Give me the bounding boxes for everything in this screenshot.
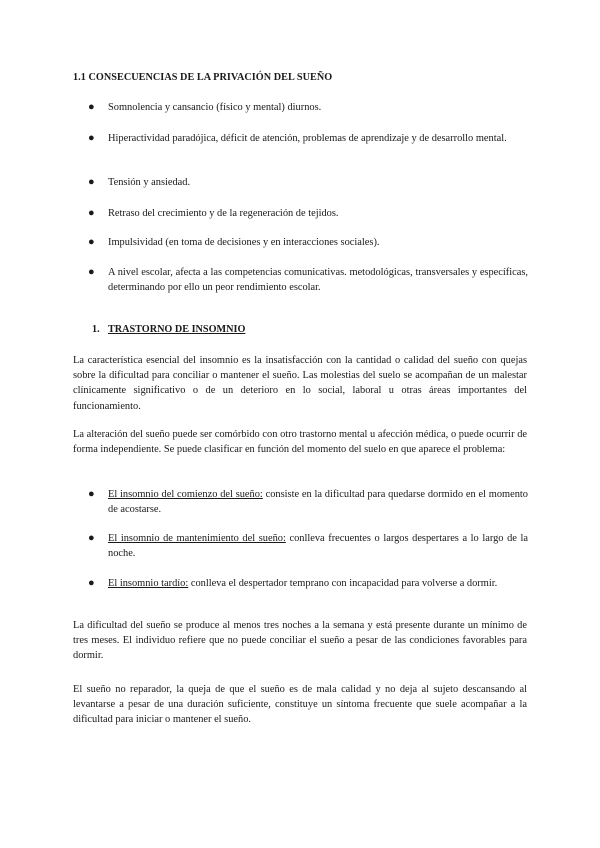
bullet-icon: ●: [88, 577, 95, 589]
section-heading-consecuencias: 1.1 CONSECUENCIAS DE LA PRIVACIÓN DEL SUEÑO: [73, 72, 333, 83]
bullet-icon: ●: [88, 236, 95, 248]
list-item-text: [108, 576, 528, 591]
list-item-text: Somnolencia y cansancio (físico y mental) diurnos.: [108, 102, 322, 113]
bullet-icon: ●: [88, 207, 95, 219]
bullet-icon: ●: [88, 176, 95, 188]
list-item-text: Tensión y ansiedad.: [108, 177, 191, 188]
bullet-icon: ●: [88, 532, 95, 544]
bullet-icon: ●: [88, 488, 95, 500]
section-title: TRASTORNO DE INSOMNIO: [108, 324, 246, 335]
paragraph: El sueño no reparador, la queja de que el sueño es de mala calidad y no deja al sujeto descansando al levantarse a pesar de una duración suficiente, constituye un síntoma frecuente que suele acompañar a la dificultad para iniciar o mantener el sueño.: [73, 684, 527, 726]
paragraph: La característica esencial del insomnio es la insatisfacción con la cantidad o calidad del sueño con quejas sobre la dificultad para conciliar o mantener el sueño. Las molestias del suelo se acompañan de un malestar clínicamente significativo o de un deterioro en lo social, laboral u otras áreas importantes del funcionamiento.: [73, 355, 527, 412]
list-item-text: [108, 531, 528, 561]
insomnia-type-text: conlleva frecuentes o largos despertares a lo largo de la noche.: [108, 533, 528, 559]
insomnia-type-text: conlleva el despertador temprano con incapacidad para volverse a dormir.: [188, 578, 498, 589]
list-item-text: Impulsividad (en toma de decisiones y en interacciones sociales).: [108, 237, 380, 248]
paragraph: La alteración del sueño puede ser comórbido con otro trastorno mental u afección médica, o puede ocurrir de forma independiente. Se puede clasificar en función del momento del suelo en que aparece el problema:: [73, 429, 527, 456]
section-number: 1.: [92, 324, 100, 335]
list-item-text: A nivel escolar, afecta a las competencias comunicativas. metodológicas, transversales y específicas, determinando por ello un peor rendimiento escolar.: [108, 267, 528, 293]
bullet-icon: ●: [88, 266, 95, 278]
list-item-text: Hiperactividad paradójica, déficit de atención, problemas de aprendizaje y de desarrollo mental.: [108, 133, 507, 144]
list-item-text: [108, 487, 528, 517]
section-heading-insomnio: [92, 324, 245, 335]
insomnia-type-label: El insomnio tardío:: [108, 578, 189, 589]
insomnia-type-label: El insomnio del comienzo del sueño:: [108, 489, 263, 500]
bullet-icon: ●: [88, 101, 95, 113]
insomnia-type-text: consiste en la dificultad para quedarse dormido en el momento de acostarse.: [108, 489, 528, 515]
list-item-text: Retraso del crecimiento y de la regeneración de tejidos.: [108, 208, 339, 219]
paragraph: La dificultad del sueño se produce al menos tres noches a la semana y está presente durante un mínimo de tres meses. El individuo refiere que no puede conciliar el sueño a pesar de las condiciones favorables para dormir.: [73, 620, 527, 662]
bullet-icon: ●: [88, 132, 95, 144]
insomnia-type-label: El insomnio de mantenimiento del sueño:: [108, 533, 286, 544]
